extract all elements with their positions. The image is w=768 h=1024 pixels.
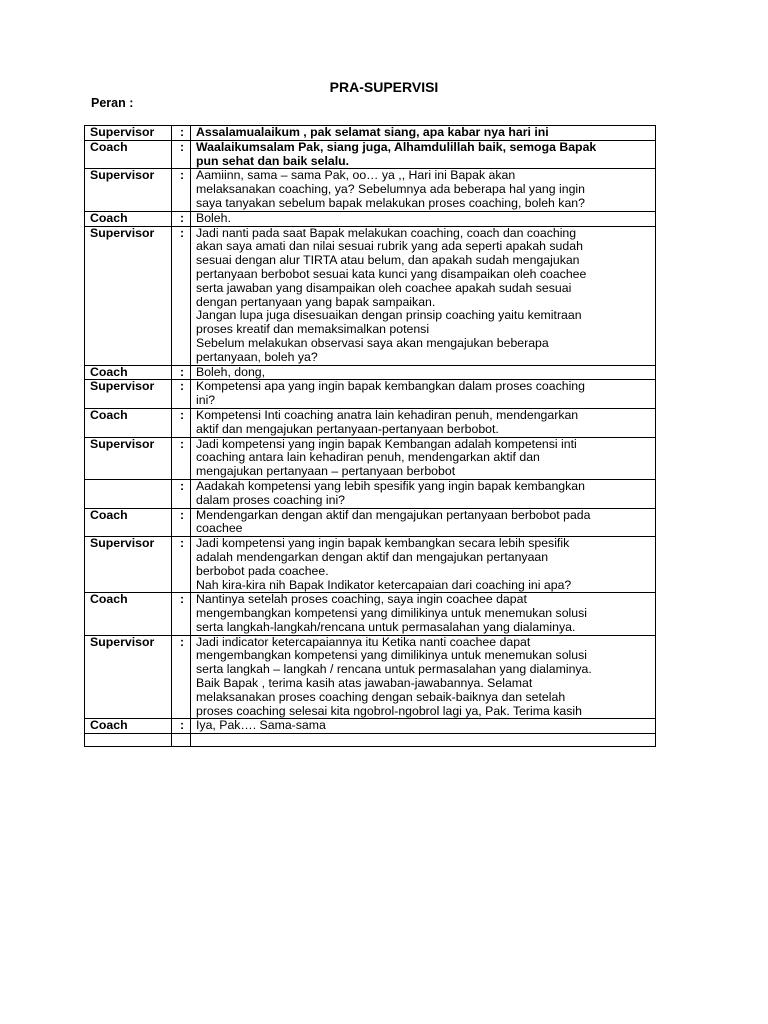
- separator-cell: :: [172, 169, 191, 211]
- speaker-cell: Supervisor: [85, 380, 172, 409]
- speaker-cell: Coach: [85, 719, 172, 734]
- separator-cell: :: [172, 537, 191, 593]
- dialogue-body: [85, 126, 656, 747]
- speaker-cell: Supervisor: [85, 126, 172, 141]
- dialogue-row: [85, 593, 656, 635]
- dialogue-row: [85, 211, 656, 226]
- empty-separator-cell: [172, 734, 191, 747]
- dialogue-row: [85, 380, 656, 409]
- separator-cell: :: [172, 140, 191, 169]
- speaker-cell: Coach: [85, 365, 172, 380]
- separator-cell: :: [172, 479, 191, 508]
- separator-cell: :: [172, 226, 191, 365]
- utterance-cell: Iya, Pak…. Sama-sama: [191, 719, 656, 734]
- separator-cell: :: [172, 380, 191, 409]
- empty-text-cell: [191, 734, 656, 747]
- empty-row: [85, 734, 656, 747]
- speaker-cell: Supervisor: [85, 437, 172, 479]
- utterance-cell: Assalamualaikum , pak selamat siang, apa kabar nya hari ini: [191, 126, 656, 141]
- utterance-cell: Jadi kompetensi yang ingin bapak kembangkan secara lebih spesifik adalah mendengarkan dengan aktif dan mengajukan pertanyaan berbobot pada coachee. Nah kira-kira nih Bapak Indikator ketercapaian dari coaching ini apa?: [191, 537, 656, 593]
- speaker-cell: Supervisor: [85, 169, 172, 211]
- separator-cell: :: [172, 408, 191, 437]
- separator-cell: :: [172, 593, 191, 635]
- dialogue-row: [85, 719, 656, 734]
- dialogue-row: [85, 537, 656, 593]
- dialogue-table: [84, 125, 656, 747]
- utterance-cell: Kompetensi apa yang ingin bapak kembangkan dalam proses coaching ini?: [191, 380, 656, 409]
- utterance-cell: Jadi indicator ketercapaiannya itu Ketika nanti coachee dapat mengembangkan kompetensi yang dimilikinya untuk menemukan solusi serta langkah – langkah / rencana untuk permasalahan yang dialaminya. Baik Bapak , terima kasih atas jawaban-jawabannya. Selamat melaksanakan proses coaching dengan sebaik-baiknya dan setelah proses coaching selesai kita ngobrol-ngobrol lagi ya, Pak. Terima kasih: [191, 635, 656, 719]
- separator-cell: :: [172, 719, 191, 734]
- utterance-cell: Boleh.: [191, 211, 656, 226]
- speaker-cell: [85, 479, 172, 508]
- dialogue-row: [85, 437, 656, 479]
- separator-cell: :: [172, 437, 191, 479]
- utterance-cell: Mendengarkan dengan aktif dan mengajukan pertanyaan berbobot pada coachee: [191, 508, 656, 537]
- dialogue-row: [85, 508, 656, 537]
- speaker-cell: Coach: [85, 593, 172, 635]
- dialogue-row: [85, 635, 656, 719]
- utterance-cell: Jadi kompetensi yang ingin bapak Kembangan adalah kompetensi inti coaching antara lain kehadiran penuh, mendengarkan aktif dan mengajukan pertanyaan – pertanyaan berbobot: [191, 437, 656, 479]
- utterance-cell: Jadi nanti pada saat Bapak melakukan coaching, coach dan coaching akan saya amati dan nilai sesuai rubrik yang ada seperti apakah sudah sesuai dengan alur TIRTA atau belum, dan apakah sudah mengajukan pertanyaan berbobot sesuai kata kunci yang disampaikan oleh coachee serta jawaban yang disampaikan oleh coachee apakah sudah sesuai dengan pertanyaan yang bapak sampaikan. Jangan lupa juga disesuaikan dengan prinsip coaching yaitu kemitraan proses kreatif dan memaksimalkan potensi Sebelum melakukan observasi saya akan mengajukan beberapa pertanyaan, boleh ya?: [191, 226, 656, 365]
- dialogue-row: [85, 408, 656, 437]
- dialogue-row: [85, 126, 656, 141]
- utterance-cell: Kompetensi Inti coaching anatra lain kehadiran penuh, mendengarkan aktif dan mengajukan pertanyaan-pertanyaan berbobot.: [191, 408, 656, 437]
- dialogue-row: [85, 365, 656, 380]
- speaker-cell: Supervisor: [85, 537, 172, 593]
- page-title: PRA-SUPERVISI: [329, 79, 439, 95]
- dialogue-row: [85, 140, 656, 169]
- role-label: Peran :: [91, 96, 134, 110]
- dialogue-row: [85, 479, 656, 508]
- dialogue-row: [85, 169, 656, 211]
- speaker-cell: Coach: [85, 408, 172, 437]
- utterance-cell: Nantinya setelah proses coaching, saya ingin coachee dapat mengembangkan kompetensi yang dimilikinya untuk menemukan solusi serta langkah-langkah/rencana untuk permasalahan yang dialaminya.: [191, 593, 656, 635]
- speaker-cell: Supervisor: [85, 226, 172, 365]
- dialogue-row: [85, 226, 656, 365]
- utterance-cell: Waalaikumsalam Pak, siang juga, Alhamdulillah baik, semoga Bapak pun sehat dan baik selalu.: [191, 140, 656, 169]
- speaker-cell: Supervisor: [85, 635, 172, 719]
- utterance-cell: Boleh, dong,: [191, 365, 656, 380]
- utterance-cell: Aadakah kompetensi yang lebih spesifik yang ingin bapak kembangkan dalam proses coaching ini?: [191, 479, 656, 508]
- separator-cell: :: [172, 211, 191, 226]
- speaker-cell: Coach: [85, 211, 172, 226]
- separator-cell: :: [172, 635, 191, 719]
- empty-speaker-cell: [85, 734, 172, 747]
- speaker-cell: Coach: [85, 140, 172, 169]
- speaker-cell: Coach: [85, 508, 172, 537]
- separator-cell: :: [172, 365, 191, 380]
- utterance-cell: Aamiinn, sama – sama Pak, oo… ya ,, Hari ini Bapak akan melaksanakan coaching, ya? Sebelumnya ada beberapa hal yang ingin saya tanyakan sebelum bapak melakukan proses coaching, boleh kan?: [191, 169, 656, 211]
- separator-cell: :: [172, 126, 191, 141]
- separator-cell: :: [172, 508, 191, 537]
